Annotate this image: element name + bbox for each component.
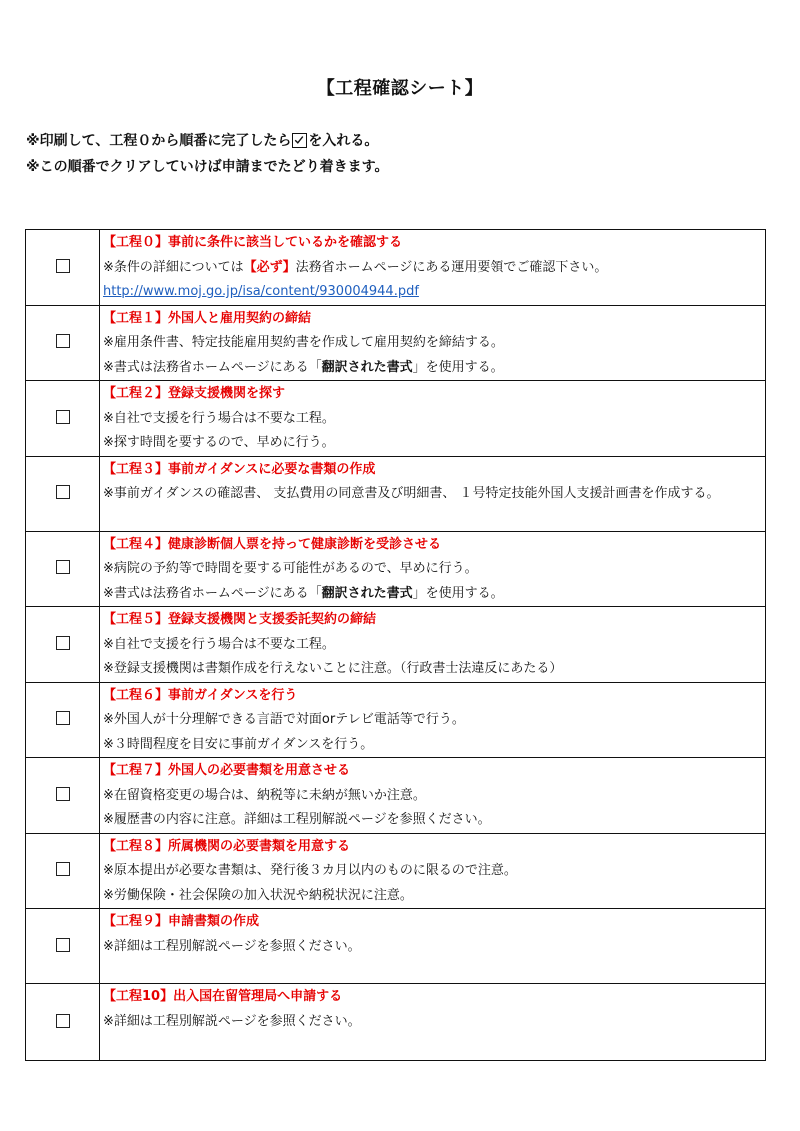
- step-note: ※自社で支援を行う場合は不要な工程。: [103, 410, 335, 426]
- emphasis-form: 翻訳された書式: [321, 359, 413, 375]
- moj-guideline-link[interactable]: http://www.moj.go.jp/isa/content/930004944.pdf: [103, 284, 419, 299]
- note-text: 」を使用する。: [412, 359, 504, 375]
- step-row-0: [26, 230, 766, 306]
- note-text: 法務省ホームページにある運用要領でご確認下さい。: [295, 259, 608, 275]
- step-row-10: [26, 984, 766, 1061]
- step-note: ※登録支援機関は書類作成を行えないことに注意。（行政書士法違反にあたる）: [103, 661, 563, 676]
- note-text: ※条件の詳細については: [103, 259, 244, 275]
- step-content: [100, 758, 766, 834]
- step-content: [100, 682, 766, 758]
- emphasis-form: 翻訳された書式: [321, 585, 413, 601]
- step-note: [103, 256, 765, 281]
- step-content: [100, 230, 766, 306]
- note-text: ※書式は法務省ホームページにある「: [103, 585, 322, 601]
- step-row-6: [26, 682, 766, 758]
- step-note: ※病院の予約等で時間を要する可能性があるので、早めに行う。: [103, 561, 478, 576]
- step-title: 【工程６】事前ガイダンスを行う: [103, 687, 298, 703]
- step-0-checkbox[interactable]: [56, 259, 70, 273]
- step-note: ※自社で支援を行う場合は不要な工程。: [103, 636, 335, 652]
- step-6-checkbox[interactable]: [56, 711, 70, 725]
- step-content: [100, 833, 766, 909]
- step-note: ※履歴書の内容に注意。詳細は工程別解説ページを参照ください。: [103, 812, 491, 827]
- step-content: [100, 607, 766, 683]
- check-cell: [26, 682, 100, 758]
- instruction-text: ※印刷して、工程０から順番に完了したら: [26, 133, 292, 149]
- step-row-4: [26, 531, 766, 607]
- step-title: 【工程７】外国人の必要書類を用意させる: [103, 763, 351, 778]
- step-note: ※外国人が十分理解できる言語で対面orテレビ電話等で行う。: [103, 712, 465, 727]
- check-cell: [26, 381, 100, 457]
- check-cell: [26, 909, 100, 984]
- step-content: [100, 381, 766, 457]
- step-note: ※詳細は工程別解説ページを参照ください。: [103, 1013, 361, 1029]
- instruction-line-2: ※この順番でクリアしていけば申請までたどり着きます。: [26, 159, 389, 175]
- step-title: 【工程５】登録支援機関と支援委託契約の締結: [103, 612, 377, 627]
- check-cell: [26, 305, 100, 381]
- step-note: [103, 582, 765, 607]
- step-note: ※原本提出が必要な書類は、発行後３カ月以内のものに限るので注意。: [103, 863, 517, 878]
- step-title: 【工程10】出入国在留管理局へ申請する: [103, 989, 343, 1004]
- step-5-checkbox[interactable]: [56, 636, 70, 650]
- step-note: ※事前ガイダンスの確認書、 支払費用の同意書及び明細書、 １号特定技能外国人支援計画書を作成する。: [103, 486, 720, 501]
- step-note: ※詳細は工程別解説ページを参照ください。: [103, 938, 361, 954]
- step-row-7: [26, 758, 766, 834]
- step-content: [100, 984, 766, 1061]
- instruction-text: を入れる。: [308, 133, 379, 149]
- step-title: 【工程８】所属機関の必要書類を用意する: [103, 838, 351, 854]
- step-note: ※雇用条件書、特定技能雇用契約書を作成して雇用契約を締結する。: [103, 335, 504, 350]
- step-9-checkbox[interactable]: [56, 938, 70, 952]
- instructions: [26, 128, 389, 180]
- step-7-checkbox[interactable]: [56, 787, 70, 801]
- step-4-checkbox[interactable]: [56, 560, 70, 574]
- check-cell: [26, 456, 100, 531]
- step-row-9: [26, 909, 766, 984]
- check-cell: [26, 607, 100, 683]
- step-note: [103, 356, 765, 381]
- step-1-checkbox[interactable]: [56, 334, 70, 348]
- step-row-3: [26, 456, 766, 531]
- check-cell: [26, 833, 100, 909]
- step-note: ※労働保険・社会保険の加入状況や納税状況に注意。: [103, 887, 413, 903]
- step-8-checkbox[interactable]: [56, 862, 70, 876]
- step-title: 【工程１】外国人と雇用契約の締結: [103, 310, 312, 326]
- instruction-line-1: [26, 128, 389, 154]
- note-text: 」を使用する。: [412, 585, 504, 601]
- step-checklist-table: [25, 229, 766, 1061]
- step-title: 【工程２】登録支援機関を探す: [103, 386, 286, 401]
- note-text: ※書式は法務省ホームページにある「: [103, 359, 322, 375]
- step-title: 【工程０】事前に条件に該当しているかを確認する: [103, 235, 403, 250]
- step-2-checkbox[interactable]: [56, 410, 70, 424]
- step-content: [100, 456, 766, 531]
- step-content: [100, 531, 766, 607]
- step-3-checkbox[interactable]: [56, 485, 70, 499]
- check-cell: [26, 984, 100, 1061]
- check-cell: [26, 758, 100, 834]
- step-note: ※３時間程度を目安に事前ガイダンスを行う。: [103, 736, 374, 752]
- step-content: [100, 305, 766, 381]
- step-content: [100, 909, 766, 984]
- check-cell: [26, 230, 100, 306]
- step-10-checkbox[interactable]: [56, 1014, 70, 1028]
- step-row-5: [26, 607, 766, 683]
- step-title: 【工程３】事前ガイダンスに必要な書類の作成: [103, 461, 376, 477]
- step-note: ※在留資格変更の場合は、納税等に未納が無いか注意。: [103, 787, 426, 803]
- page-title: 【工程確認シート】: [316, 78, 484, 99]
- checkmark-box-icon: [292, 133, 307, 148]
- step-row-8: [26, 833, 766, 909]
- step-note: ※探す時間を要するので、早めに行う。: [103, 435, 335, 450]
- step-title: 【工程９】申請書類の作成: [103, 914, 260, 929]
- step-row-1: [26, 305, 766, 381]
- step-row-2: [26, 381, 766, 457]
- emphasis-required: 【必ず】: [243, 259, 296, 275]
- check-cell: [26, 531, 100, 607]
- step-title: 【工程４】健康診断個人票を持って健康診断を受診させる: [103, 536, 442, 552]
